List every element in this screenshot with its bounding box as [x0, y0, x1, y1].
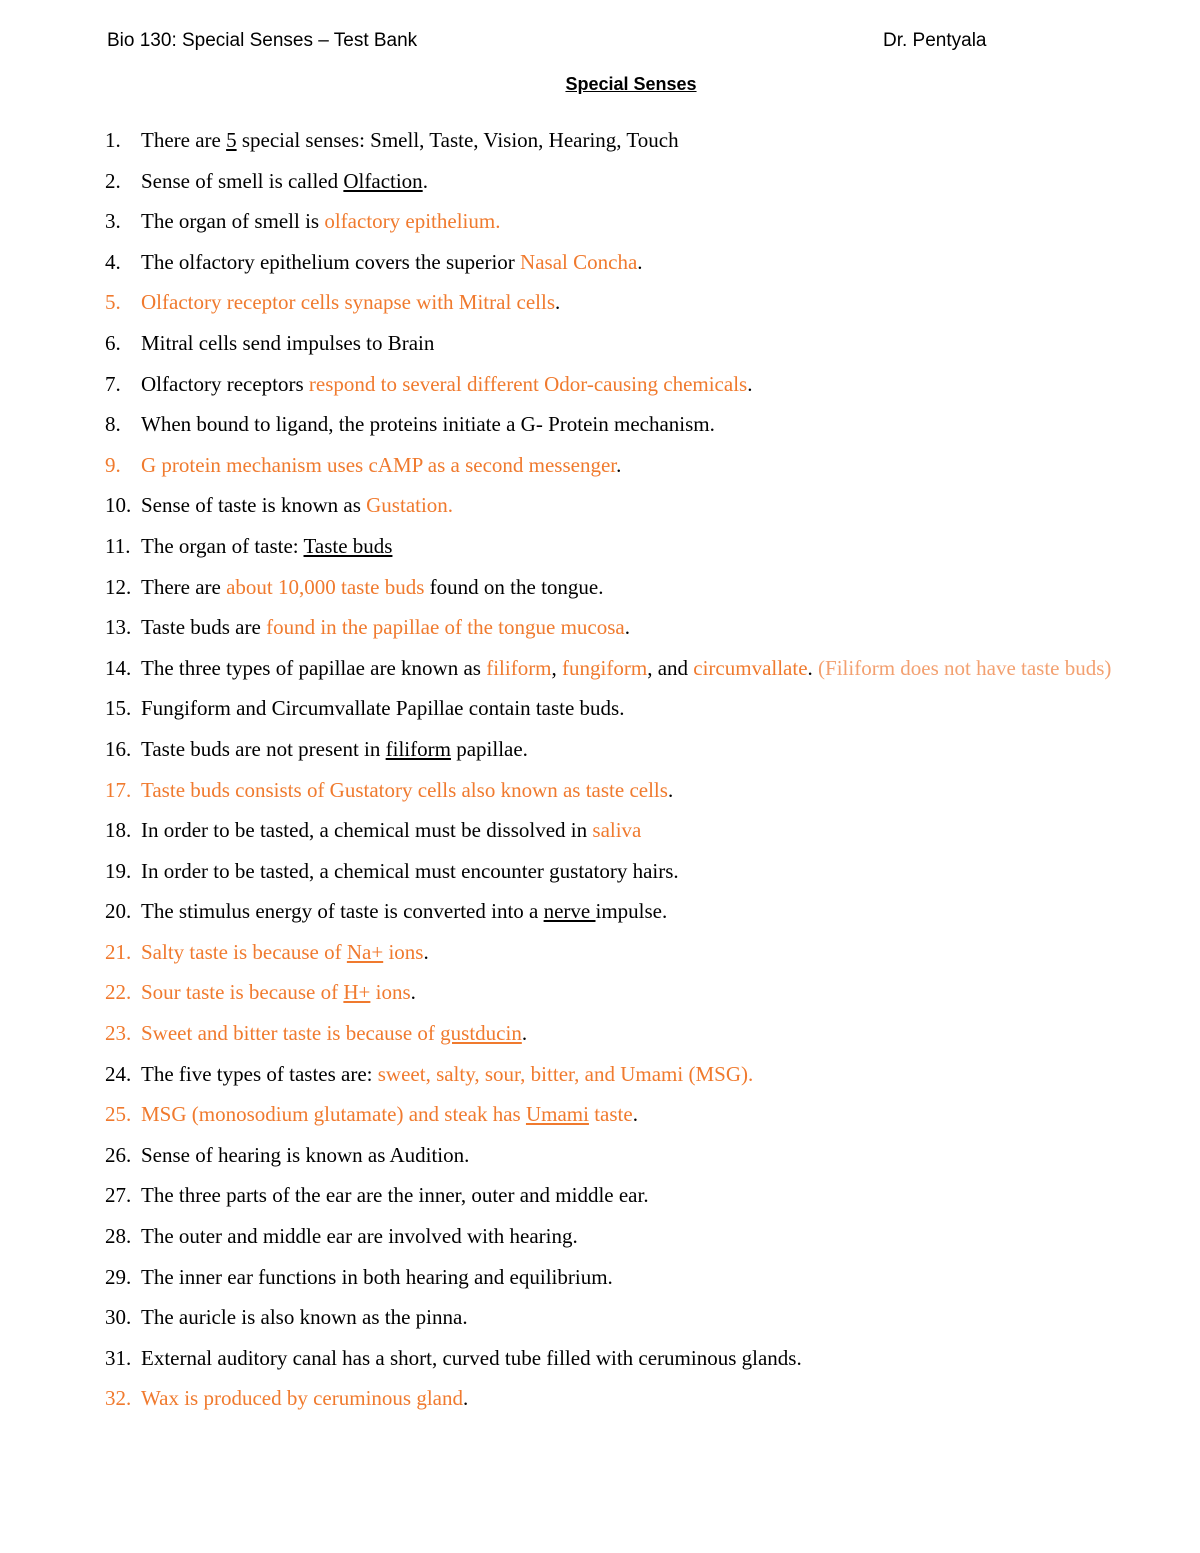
item-number: 17.	[105, 777, 132, 802]
item-text: The olfactory epithelium covers the superior	[141, 249, 521, 274]
item-number: 16.	[105, 736, 132, 761]
item-text: filiform	[385, 736, 451, 761]
list-item	[0, 1378, 1131, 1419]
list-item	[0, 891, 1131, 932]
item-number: 28.	[105, 1224, 132, 1249]
highlighted-text: gustducin	[440, 1021, 522, 1046]
item-number: 11.	[105, 533, 131, 558]
item-text: .	[807, 655, 819, 680]
item-text: 5	[226, 128, 237, 152]
item-text: special senses: Smell, Taste, Vision, Hearing, Touch	[236, 128, 679, 152]
item-text: There are	[141, 574, 227, 599]
list-item	[0, 1257, 1131, 1298]
item-text: The organ of taste:	[141, 533, 304, 558]
item-number: 27.	[105, 1183, 132, 1208]
item-text: Taste buds are	[141, 615, 267, 640]
item-text: The three parts of the ear are the inner, outer and middle ear.	[141, 1183, 649, 1208]
list-item	[0, 567, 1131, 608]
highlighted-text: .	[495, 209, 501, 234]
list-item	[0, 1175, 1131, 1216]
page-title: Special Senses	[565, 74, 697, 94]
item-text: Mitral cells send impulses to Brain	[141, 330, 435, 355]
highlighted-text: Salty taste is because of	[141, 939, 347, 964]
item-text: .	[637, 249, 643, 274]
item-text: papillae.	[450, 736, 528, 761]
item-number: 2.	[105, 168, 121, 193]
list-item	[0, 120, 1131, 161]
highlighted-text: Umami	[525, 1102, 589, 1127]
item-text: In order to be tasted, a chemical must encounter gustatory hairs.	[141, 858, 679, 883]
item-number: 19.	[105, 858, 132, 883]
list-item	[0, 729, 1131, 770]
item-number: 1.	[105, 128, 121, 152]
list-item	[0, 607, 1131, 648]
list-item	[0, 201, 1131, 242]
list-item	[0, 445, 1131, 486]
highlighted-text: G protein mechanism uses cAMP as a second messenger	[141, 452, 617, 477]
item-text: .	[410, 980, 416, 1005]
item-text: .	[422, 168, 428, 193]
list-item	[0, 688, 1131, 729]
list-item	[0, 161, 1131, 202]
highlighted-text: respond to several different Odor-causing chemicals	[308, 371, 748, 396]
list-item	[0, 810, 1131, 851]
item-text: .	[462, 1386, 469, 1411]
highlighted-text: Na+	[346, 939, 384, 964]
list-item	[0, 242, 1131, 283]
highlighted-text: fungiform	[562, 655, 648, 680]
item-text: The organ of smell is	[141, 209, 325, 234]
item-number: 25.	[105, 1102, 132, 1127]
item-number: 5.	[105, 290, 121, 315]
item-text: When bound to ligand, the proteins initiate a G- Protein mechanism.	[141, 412, 715, 437]
list-item	[0, 972, 1131, 1013]
item-number: 24.	[105, 1061, 132, 1086]
highlighted-text: sweet, salty, sour, bitter, and Umami (MSG).	[377, 1061, 754, 1086]
highlighted-text: circumvallate	[693, 655, 808, 680]
item-number: 13.	[105, 615, 132, 640]
highlighted-text: about 10,000 taste buds	[226, 574, 425, 599]
highlighted-text: found in the papillae of the tongue mucosa	[266, 615, 625, 640]
highlighted-text: ions	[383, 939, 424, 964]
list-item	[0, 648, 1131, 689]
item-text: .	[747, 371, 753, 396]
item-text: .	[423, 939, 429, 964]
item-text: Olfactory receptors	[141, 371, 309, 396]
item-number: 20.	[105, 899, 132, 924]
item-number: 21.	[105, 939, 132, 964]
item-text: .	[667, 777, 674, 802]
list-item	[0, 770, 1131, 811]
highlighted-text: (Filiform does not have taste buds)	[818, 655, 1112, 680]
item-text: Sense of hearing is known as Audition.	[141, 1142, 470, 1167]
list-item	[0, 1216, 1131, 1257]
highlighted-text: taste	[588, 1102, 633, 1127]
item-number: 32.	[105, 1386, 132, 1411]
list-item	[0, 1013, 1131, 1054]
highlighted-text: H+	[343, 980, 371, 1005]
item-number: 15.	[105, 696, 132, 721]
item-text: found on the tongue.	[424, 574, 604, 599]
item-text: Fungiform and Circumvallate Papillae contain taste buds.	[141, 696, 625, 721]
list-item	[0, 1338, 1131, 1379]
item-number: 9.	[105, 452, 121, 477]
item-text: In order to be tasted, a chemical must be dissolved in	[141, 818, 593, 843]
highlighted-text: saliva	[592, 818, 642, 843]
item-text: .	[632, 1102, 638, 1127]
highlighted-text: Olfactory receptor cells synapse with Mitral cells	[141, 290, 556, 315]
list-item	[0, 851, 1131, 892]
item-number: 22.	[105, 980, 132, 1005]
item-text: Sense of taste is known as	[141, 493, 367, 518]
list-item	[0, 282, 1131, 323]
highlighted-text: olfactory epithelium	[324, 209, 496, 234]
highlighted-text: Taste buds consists of Gustatory cells also known as taste cells	[141, 777, 668, 802]
item-text: The auricle is also known as the pinna.	[141, 1305, 468, 1330]
highlighted-text: MSG (monosodium glutamate) and steak has	[141, 1102, 526, 1127]
item-text: The outer and middle ear are involved with hearing.	[141, 1224, 578, 1249]
highlighted-text: ions	[370, 980, 411, 1005]
item-text: ,	[551, 655, 563, 680]
item-text: Olfaction	[343, 168, 423, 193]
highlighted-text: Sweet and bitter taste is because of	[141, 1021, 441, 1046]
item-number: 6.	[105, 330, 121, 355]
list-item	[0, 932, 1131, 973]
list-item	[0, 323, 1131, 364]
item-number: 31.	[105, 1345, 132, 1370]
item-number: 23.	[105, 1021, 132, 1046]
item-number: 18.	[105, 818, 132, 843]
item-text: The inner ear functions in both hearing and equilibrium.	[141, 1264, 613, 1289]
item-text: Taste buds	[303, 533, 393, 558]
item-text: There are	[141, 128, 227, 152]
list-item	[0, 526, 1131, 567]
list-item	[0, 1135, 1131, 1176]
item-text: The stimulus energy of taste is converted into a	[141, 899, 544, 924]
item-text: .	[555, 290, 561, 315]
highlighted-text: Nasal Concha	[520, 249, 638, 274]
item-number: 3.	[105, 209, 121, 234]
highlighted-text: Gustation.	[366, 493, 454, 518]
item-text: .	[616, 452, 622, 477]
item-text: .	[521, 1021, 528, 1046]
item-number: 29.	[105, 1264, 132, 1289]
item-number: 30.	[105, 1305, 132, 1330]
highlighted-text: Wax is produced by ceruminous gland	[141, 1386, 463, 1411]
item-number: 4.	[105, 249, 121, 274]
list-item	[0, 1297, 1131, 1338]
item-number: 26.	[105, 1142, 132, 1167]
header-course: Bio 130: Special Senses – Test Bank	[107, 30, 418, 51]
item-number: 10.	[105, 493, 132, 518]
item-text: nerve	[543, 899, 596, 924]
item-text: Taste buds are not present in	[141, 736, 386, 761]
item-number: 12.	[105, 574, 132, 599]
item-text: impulse.	[595, 899, 668, 924]
list-item	[0, 1054, 1131, 1095]
highlighted-text: filiform	[486, 655, 552, 680]
question-list	[0, 120, 1131, 1419]
list-item	[0, 1094, 1131, 1135]
item-number: 14.	[105, 655, 132, 680]
list-item	[0, 485, 1131, 526]
item-text: External auditory canal has a short, curved tube filled with ceruminous glands.	[141, 1345, 802, 1370]
highlighted-text: Sour taste is because of	[141, 980, 344, 1005]
item-text: The five types of tastes are:	[141, 1061, 378, 1086]
item-number: 7.	[105, 371, 121, 396]
list-item	[0, 404, 1131, 445]
list-item	[0, 364, 1131, 405]
item-text: Sense of smell is called	[141, 168, 344, 193]
item-text: The three types of papillae are known as	[141, 655, 487, 680]
header-author: Dr. Pentyala	[883, 30, 987, 51]
item-text: , and	[647, 655, 694, 680]
item-text: .	[624, 615, 630, 640]
item-number: 8.	[105, 412, 121, 437]
